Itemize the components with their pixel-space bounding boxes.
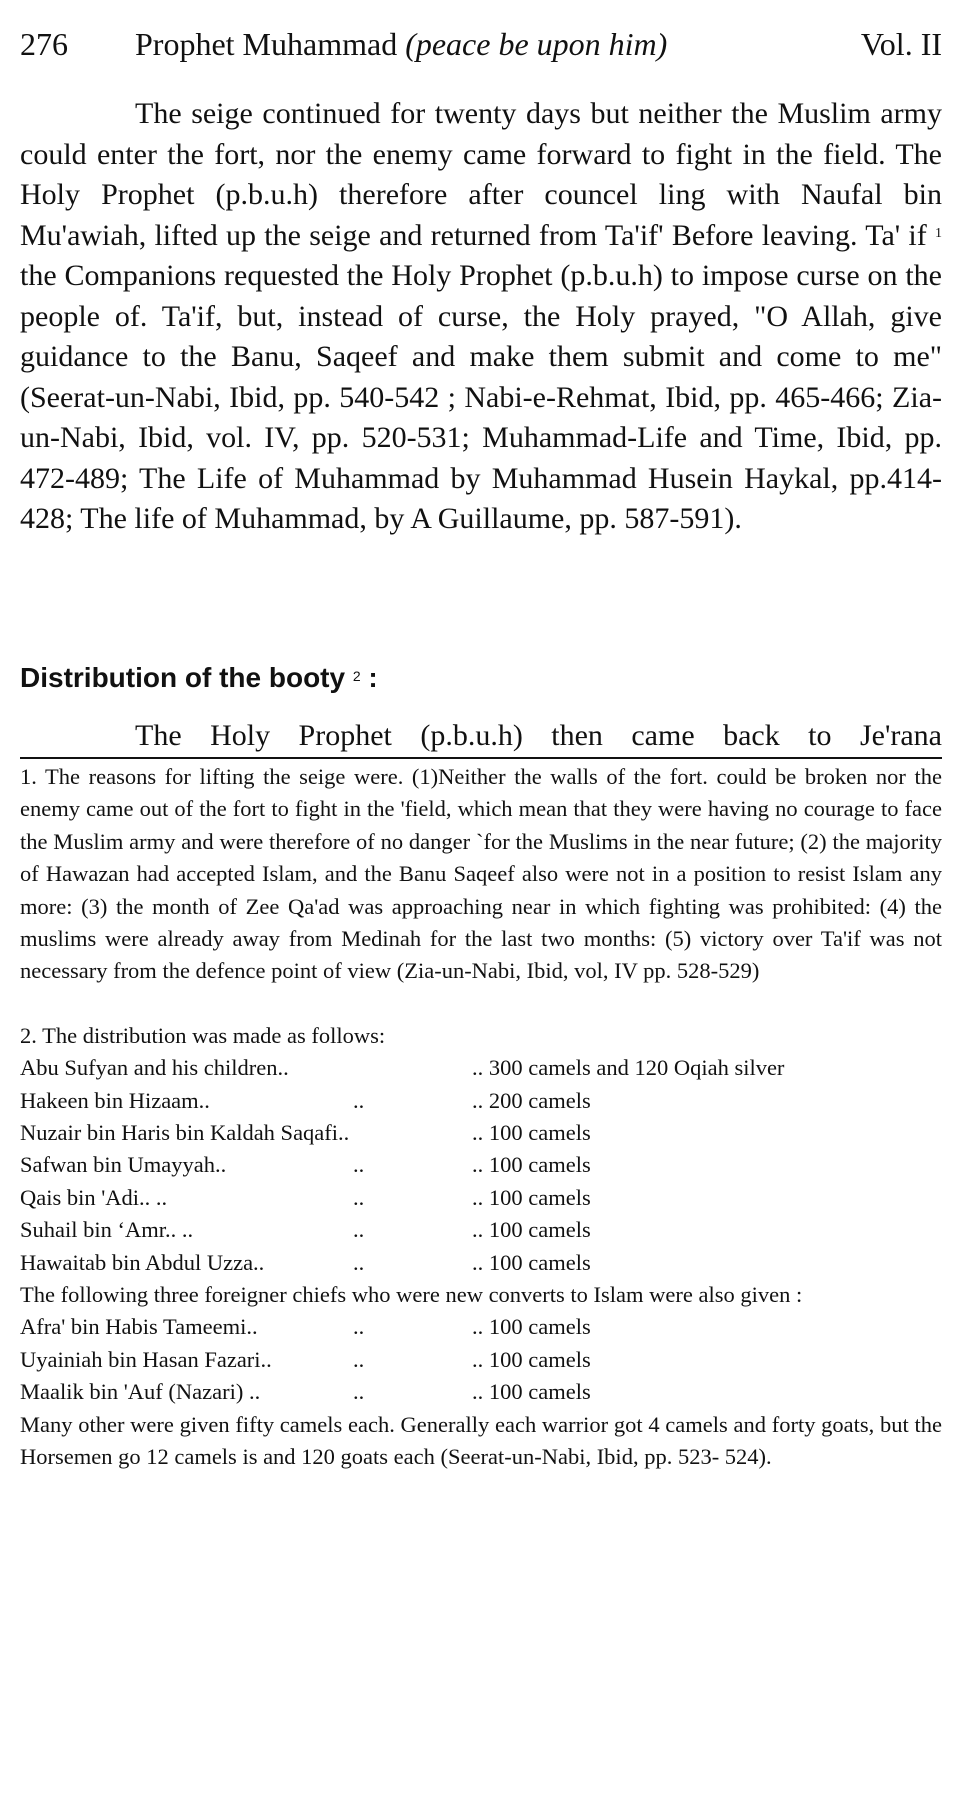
main-paragraph xyxy=(20,94,942,540)
main-paragraph-part-a: The seige continued for twenty days but neither the Muslim army could enter the fort, nor the enemy came forward to fight in the field. The Holy Prophet (p.b.u.h) therefore after councel ling with Naufal bin Mu'awiah, lifted up the seige and returned from Ta'if' Before leaving. Ta' if xyxy=(20,97,942,252)
section-heading-colon: : xyxy=(360,662,378,693)
volume-label: Vol. II xyxy=(860,26,942,62)
list-item xyxy=(20,1052,942,1084)
section-heading xyxy=(20,658,378,698)
distribution-list xyxy=(20,1052,942,1279)
leader-dots: .. xyxy=(353,1346,365,1372)
book-title-honorific: (peace be upon him) xyxy=(405,26,668,62)
recipient-amount: .. 100 camels xyxy=(472,1346,591,1372)
recipient-name: Hakeen bin Hizaam.. xyxy=(20,1087,210,1113)
leader-dots: .. xyxy=(353,1249,365,1275)
leader-dots: .. xyxy=(353,1152,365,1178)
recipient-amount: .. 300 camels and 120 Oqiah silver xyxy=(472,1055,785,1081)
recipient-amount: .. 100 camels xyxy=(472,1217,591,1243)
book-title xyxy=(135,22,667,66)
leader-dots: .. xyxy=(353,1314,365,1340)
recipient-name: Suhail bin ‘Amr.. .. xyxy=(20,1217,194,1243)
recipient-name: Maalik bin 'Auf (Nazari) .. xyxy=(20,1379,261,1405)
book-title-main: Prophet Muhammad xyxy=(135,26,398,62)
main-paragraph-part-b: the Companions requested the Holy Prophet (p.b.u.h) to impose curse on the people of. Ta'if, but, instead of curse, the Holy prayed, "O Allah, give guidance to the Banu, Saqeef and make them submit and come to me" (Seerat-un-Nabi, Ibid, pp. 540-542 ; Nabi-e-Rehmat, Ibid, pp. 465-466; Zia-un-Nabi, Ibid, vol. IV, pp. 520-531; Muhammad-Life and Time, Ibid, pp. 472-489; The Life of Muhammad by Muhammad Husein Haykal, pp.414-428; The life of Muhammad, by A Guillaume, pp. 587-591). xyxy=(20,259,942,535)
footnote-gap xyxy=(20,988,942,1020)
recipient-name: Nuzair bin Haris bin Kaldah Saqafi.. xyxy=(20,1120,350,1146)
footnote-rule xyxy=(20,757,942,759)
recipient-amount: .. 100 camels xyxy=(472,1249,591,1275)
recipient-name: Abu Sufyan and his children.. xyxy=(20,1055,289,1081)
list-item xyxy=(20,1311,942,1343)
list-item xyxy=(20,1182,942,1214)
list-item xyxy=(20,1247,942,1279)
page-number: 276 xyxy=(20,26,68,62)
footnote-2-intro: 2. The distribution was made as follows: xyxy=(20,1022,386,1048)
leader-dots: .. xyxy=(353,1184,365,1210)
recipient-name: Afra' bin Habis Tameemi.. xyxy=(20,1314,258,1340)
recipient-name: Safwan bin Umayyah.. xyxy=(20,1152,227,1178)
list-item xyxy=(20,1214,942,1246)
leader-dots: .. xyxy=(353,1087,365,1113)
recipient-amount: .. 100 camels xyxy=(472,1379,591,1405)
recipient-name: Hawaitab bin Abdul Uzza.. xyxy=(20,1249,265,1275)
footnotes xyxy=(20,761,942,1473)
footnote-marker-1: 1 xyxy=(935,225,943,241)
closing-paragraph: Many other were given fifty camels each. Generally each warrior got 4 camels and forty goats, but the Horsemen go 12 camels is and 120 goats each (Seerat-un-Nabi, Ibid, pp. 523- 524). xyxy=(20,1411,942,1469)
list-item xyxy=(20,1376,942,1408)
running-header xyxy=(20,22,942,66)
footnote-marker-2: 2 xyxy=(352,668,361,684)
list-item xyxy=(20,1149,942,1181)
list-item xyxy=(20,1085,942,1117)
leader-dots: .. xyxy=(353,1217,365,1243)
recipient-amount: .. 200 camels xyxy=(472,1087,591,1113)
main-text xyxy=(20,94,942,540)
recipient-amount: .. 100 camels xyxy=(472,1314,591,1340)
list-item xyxy=(20,1117,942,1149)
foreigner-list xyxy=(20,1311,942,1408)
footnote-1: 1. The reasons for lifting the seige were. (1)Neither the walls of the fort. could be broken nor the enemy came out of the fort to fight in the 'field, which mean that they were having no courage to face the Muslim army and were therefore of no danger `for the Muslims in the near future; (2) the majority of Hawazan had accepted Islam, and the Banu Saqeef also were not in a position to resist Islam any more: (3) the month of Zee Qa'ad was approaching near in which fighting was prohibited: (4) the muslims were already away from Medinah for the last two months: (5) victory over Ta'if was not necessary from the defence point of view (Zia-un-Nabi, Ibid, vol, IV pp. 528-529) xyxy=(20,764,942,984)
section-first-line: The Holy Prophet (p.b.u.h) then came back to Je'rana xyxy=(135,719,942,752)
leader-dots: .. xyxy=(353,1379,365,1405)
recipient-name: Qais bin 'Adi.. .. xyxy=(20,1184,168,1210)
foreigners-intro: The following three foreigner chiefs who were new converts to Islam were also given : xyxy=(20,1281,803,1307)
recipient-amount: .. 100 camels xyxy=(472,1120,591,1146)
list-item xyxy=(20,1344,942,1376)
recipient-name: Uyainiah bin Hasan Fazari.. xyxy=(20,1346,272,1372)
recipient-amount: .. 100 camels xyxy=(472,1152,591,1178)
section-heading-text: Distribution of the booty xyxy=(20,662,346,693)
recipient-amount: .. 100 camels xyxy=(472,1184,591,1210)
